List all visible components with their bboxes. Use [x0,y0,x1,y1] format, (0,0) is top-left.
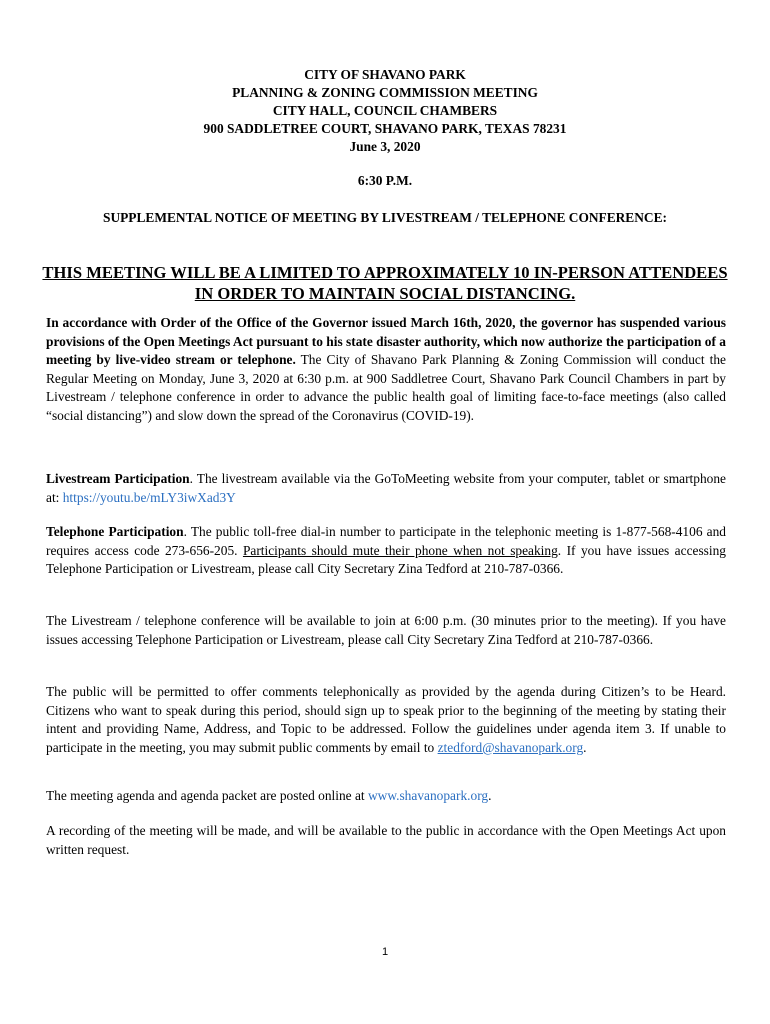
governor-order-bold: In accordance with Order of the Office of the Governor issued March 16th, 2020, the governor has suspended various provisions of the Open Meetings Act pursuant to his state disaster authority, which now authorize the participation of a meeting by live-video stream or telephone. [46,315,726,367]
telephone-rest: . If you have issues accessing Telephone Participation or Livestream, please call City Secretary Zina Tedford at 210-787-0366. [46,542,726,576]
meeting-header [0,66,770,190]
header-commission: PLANNING & ZONING COMMISSION MEETING [232,85,538,100]
public-comments-text: The public will be permitted to offer comments telephonically as provided by the agenda during Citizen’s to be Heard. Citizens who want to speak during this period, should sign up to speak prior to the beginning of the meeting by stating their intent and providing Name, Address, and Topic to be addressed. Follow the guidelines under agenda item 3. If unable to participate in the meeting, you may submit public comments by email to [46,684,726,755]
telephone-paragraph [46,523,726,579]
livestream-text: . The livestream available via the GoToMeeting website from your computer, tablet or smartphone at: [46,471,726,505]
header-address: 900 SADDLETREE COURT, SHAVANO PARK, TEXAS 78231 [203,121,567,136]
supplemental-notice-heading: SUPPLEMENTAL NOTICE OF MEETING BY LIVESTREAM / TELEPHONE CONFERENCE: [103,210,667,225]
limited-attendance-heading: THIS MEETING WILL BE A LIMITED TO APPROXIMATELY 10 IN-PERSON ATTENDEES IN ORDER TO MAINTAIN SOCIAL DISTANCING. [42,263,728,303]
agenda-text: The meeting agenda and agenda packet are posted online at [46,788,368,803]
livestream-link[interactable]: https://youtu.be/mLY3iwXad3Y [62,489,236,505]
public-comments-end: . [583,739,587,755]
governor-order-text: The City of Shavano Park Planning & Zoning Commission will conduct the Regular Meeting on Monday, June 3, 2020 at 6:30 p.m. at 900 Saddletree Court, Shavano Park Council Chambers in part by Livestream / telephone conference in order to advance the public health goal of limiting face-to-face meetings (also called “social distancing”) and slow down the spread of the Coronavirus (COVID-19). [46,352,726,423]
telephone-text: . The public toll-free dial-in number to participate in the telephonic meeting is 1-877-568-4106 and requires access code 273-656-205. [46,524,726,558]
agenda-paragraph [46,787,726,806]
public-comments-paragraph [46,683,726,757]
telephone-title: Telephone Participation [46,524,184,539]
governor-order-paragraph [46,314,726,425]
website-link[interactable]: www.shavanopark.org [367,788,489,803]
email-link[interactable]: ztedford@shavanopark.org [437,739,584,755]
header-location: CITY HALL, COUNCIL CHAMBERS [272,103,498,118]
mute-instruction: Participants should mute their phone when not speaking [242,542,558,558]
header-date: June 3, 2020 [349,139,421,154]
livestream-paragraph [46,470,726,507]
page-number: 1 [381,946,389,958]
agenda-end: . [488,788,492,803]
recording-paragraph: A recording of the meeting will be made, and will be available to the public in accordance with the Open Meetings Act upon written request. [46,823,726,857]
header-time: 6:30 P.M. [357,173,413,188]
header-city: CITY OF SHAVANO PARK [304,67,466,82]
join-time-paragraph: The Livestream / telephone conference will be available to join at 6:00 p.m. (30 minutes prior to the meeting). If you have issues accessing Telephone Participation or Livestream, please call City Secretary Zina Tedford at 210-787-0366. [46,613,726,647]
livestream-title: Livestream Participation [46,471,190,486]
